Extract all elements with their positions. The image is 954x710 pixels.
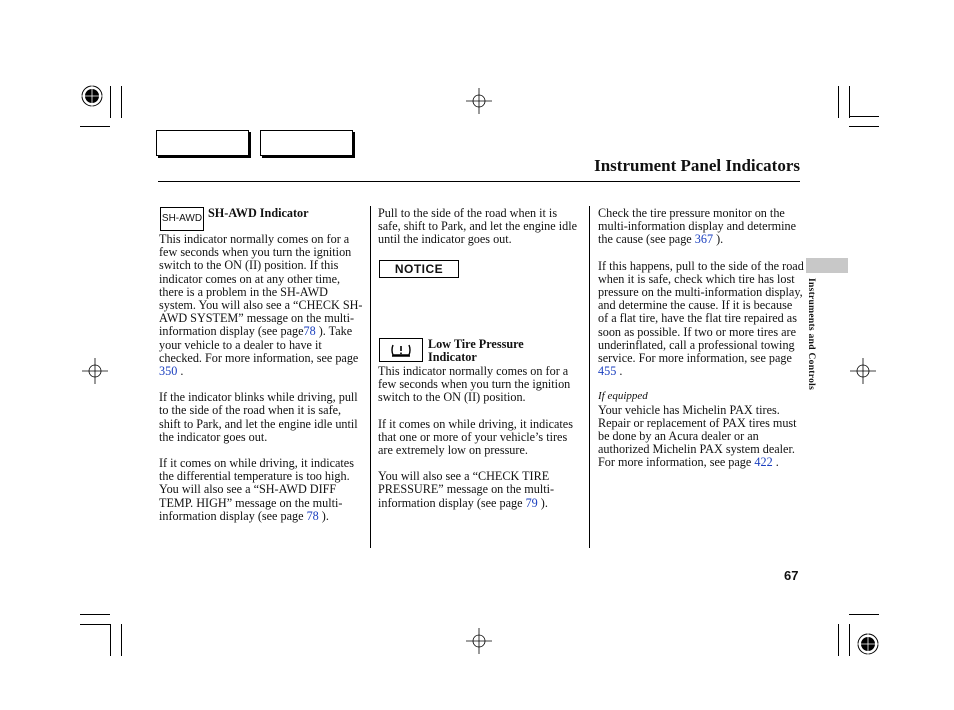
column-divider-2 <box>589 206 590 548</box>
crosshair-right-icon <box>850 358 876 384</box>
page-link[interactable]: 78 <box>303 324 316 339</box>
sh-awd-paragraph-2: If the indicator blinks while driving, pull to the side of the road when it is safe, shift to Park, and let the engine idle until the indicator goes out. <box>159 390 358 444</box>
page-title: Instrument Panel Indicators <box>594 156 800 175</box>
registration-mark-top-left-icon <box>80 84 104 108</box>
page-link[interactable]: 367 <box>694 232 714 247</box>
tire-warning-icon <box>380 339 422 361</box>
sh-awd-paragraph-3: If it comes on while driving, it indicates the differential temperature is too high. <box>159 456 354 484</box>
nav-box-2[interactable] <box>260 130 353 156</box>
sh-awd-icon-label: SH-AWD <box>161 213 203 224</box>
title-rule <box>158 181 800 182</box>
page-link[interactable]: 79 <box>525 495 538 510</box>
notice-label: NOTICE <box>379 260 459 278</box>
sh-awd-indicator-icon <box>160 207 204 231</box>
column-divider-1 <box>370 206 371 548</box>
page-link[interactable]: 422 <box>754 455 773 470</box>
low-tire-pressure-heading: Low Tire Pressure Indicator <box>428 337 524 365</box>
page-link[interactable]: 78 <box>306 508 319 523</box>
pull-over-paragraph: Pull to the side of the road when it is safe, shift to Park, and let the engine idle until the indicator goes out. <box>378 206 578 247</box>
low-tire-pressure-icon <box>379 338 423 362</box>
page-number: 67 <box>784 568 799 583</box>
section-tab-label: Instruments and Controls <box>806 278 816 391</box>
crosshair-bottom-icon <box>466 628 492 654</box>
page-link[interactable]: 350 <box>159 364 178 379</box>
column-3 <box>598 207 804 470</box>
tpms-paragraph-3: You will also see a “CHECK TIRE PRESSURE” message on the multi-information display (see page 79 ). <box>378 469 555 510</box>
sh-awd-paragraph-4: You will also see a “SH-AWD DIFF TEMP. HIGH” message on the multi-information display (see page 78 ). <box>159 482 343 523</box>
crosshair-left-icon <box>82 358 108 384</box>
column-2-top <box>378 207 582 247</box>
crosshair-top-icon <box>466 88 492 114</box>
flat-tire-paragraph: If this happens, pull to the side of the road when it is safe, check which tire has lost pressure on the multi-information display, and determine the cause. If it is because of a flat tire, have the flat tire repaired as soon as possible. If two or more tires are underinflated, call a professional towing service. For more information, see page 455 . <box>598 258 804 379</box>
column-1 <box>159 233 363 523</box>
tpms-paragraph-2: If it comes on while driving, it indicates that one or more of your vehicle’s tires are extremely low on pressure. <box>378 416 573 458</box>
tpms-paragraph-1: This indicator normally comes on for a few seconds when you turn the ignition switch to the ON (II) position. <box>378 364 571 405</box>
column-2 <box>378 365 582 510</box>
section-tab[interactable] <box>806 258 848 273</box>
check-monitor-paragraph: Check the tire pressure monitor on the multi-information display and determine the cause (see page 367 ). <box>598 206 796 247</box>
registration-mark-bottom-right-icon <box>856 632 880 656</box>
nav-box-1[interactable] <box>156 130 249 156</box>
sh-awd-heading: SH-AWD Indicator <box>208 206 309 220</box>
pax-tires-paragraph: Your vehicle has Michelin PAX tires. Repair or replacement of PAX tires must be done by an Acura dealer or an authorized Michelin PAX system dealer. For more information, see page 422 . <box>598 402 797 470</box>
sh-awd-paragraph-1: This indicator normally comes on for a few seconds when you turn the ignition switch to the ON (II) position. If this indicator comes on at any other time, there is a problem in the SH-AWD system. You will also see a “CHECK SH-AWD SYSTEM” message on the multi-information display (see page78 ). Take your vehicle to a dealer to have it checked. For more information, see page 350 . <box>159 232 363 379</box>
page-link[interactable]: 455 <box>598 364 617 379</box>
if-equipped-label: If equipped <box>598 390 648 403</box>
